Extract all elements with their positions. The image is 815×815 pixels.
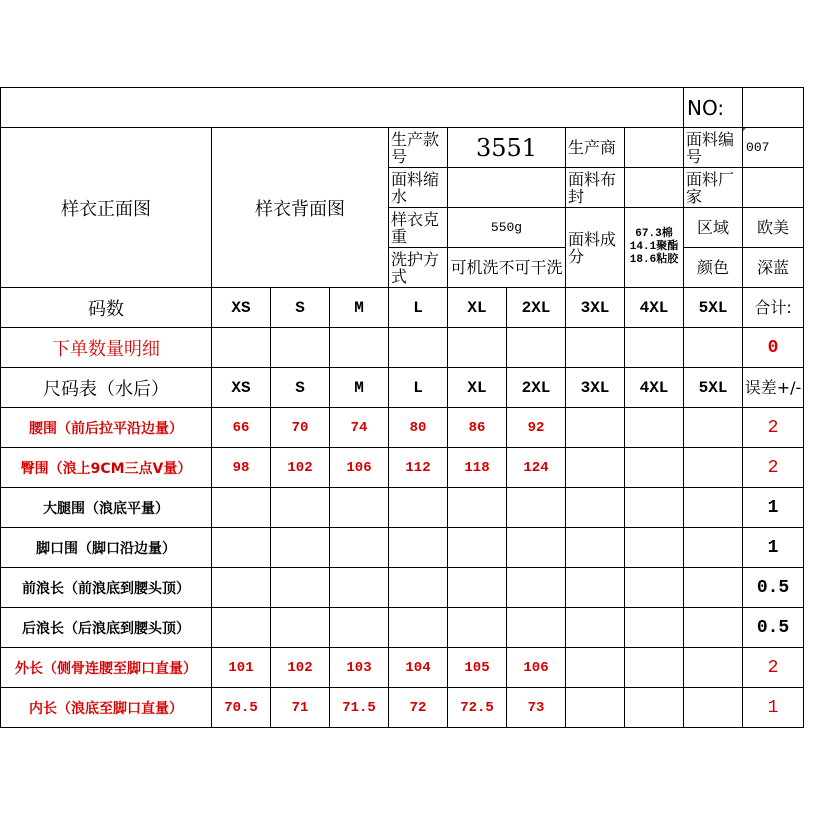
chart-size-cell: 4XL bbox=[625, 368, 684, 408]
order-qty-cell[interactable] bbox=[212, 328, 271, 368]
measurement-value[interactable]: 118 bbox=[448, 448, 507, 488]
size-cell: L bbox=[389, 288, 448, 328]
measurement-value[interactable]: 106 bbox=[330, 448, 389, 488]
maker-label: 生产商 bbox=[566, 128, 625, 168]
chart-size-cell: XL bbox=[448, 368, 507, 408]
region-label: 区域 bbox=[684, 208, 743, 248]
measurement-value[interactable] bbox=[684, 448, 743, 488]
measurement-value[interactable] bbox=[625, 408, 684, 448]
measurement-value[interactable] bbox=[389, 608, 448, 648]
measurement-row bbox=[1, 528, 804, 568]
size-cell: 5XL bbox=[684, 288, 743, 328]
measurement-value[interactable] bbox=[566, 608, 625, 648]
maker-value[interactable] bbox=[625, 128, 684, 168]
measurement-value[interactable]: 86 bbox=[448, 408, 507, 448]
measurement-value[interactable]: 112 bbox=[389, 448, 448, 488]
measurement-value[interactable] bbox=[566, 528, 625, 568]
style-no-label: 生产款号 bbox=[389, 128, 448, 168]
factory-value[interactable] bbox=[743, 168, 804, 208]
total-label: 合计: bbox=[743, 288, 804, 328]
measurement-value[interactable]: 102 bbox=[271, 648, 330, 688]
measurement-value[interactable]: 71 bbox=[271, 688, 330, 728]
measurement-value[interactable] bbox=[271, 488, 330, 528]
no-label: NO: bbox=[684, 88, 743, 128]
chart-size-cell: XS bbox=[212, 368, 271, 408]
measurement-value[interactable] bbox=[212, 488, 271, 528]
measurement-value[interactable] bbox=[566, 488, 625, 528]
measurement-value[interactable] bbox=[271, 528, 330, 568]
measurement-value[interactable]: 80 bbox=[389, 408, 448, 448]
measurement-value[interactable] bbox=[625, 648, 684, 688]
fabric-no-label: 面料编号 bbox=[684, 128, 743, 168]
shrink-value[interactable] bbox=[448, 168, 566, 208]
measurement-value[interactable]: 106 bbox=[507, 648, 566, 688]
order-label: 下单数量明细 bbox=[1, 328, 212, 368]
measurement-label: 腰围（前后拉平沿边量） bbox=[1, 408, 212, 448]
measurement-tolerance: 2 bbox=[743, 648, 804, 688]
measurement-value[interactable] bbox=[625, 528, 684, 568]
measurement-tolerance: 0.5 bbox=[743, 608, 804, 648]
measurement-value[interactable] bbox=[566, 568, 625, 608]
measurement-value[interactable] bbox=[212, 608, 271, 648]
seal-value[interactable] bbox=[625, 168, 684, 208]
order-row bbox=[1, 328, 804, 368]
measurement-value[interactable] bbox=[389, 488, 448, 528]
measurement-label: 外长（侧骨连腰至脚口直量） bbox=[1, 648, 212, 688]
measurement-value[interactable] bbox=[566, 408, 625, 448]
measurement-value[interactable]: 71.5 bbox=[330, 688, 389, 728]
size-cell: XL bbox=[448, 288, 507, 328]
no-value[interactable] bbox=[743, 88, 804, 128]
spec-sheet-table bbox=[0, 87, 804, 728]
measurement-tolerance: 1 bbox=[743, 528, 804, 568]
measurement-value[interactable]: 104 bbox=[389, 648, 448, 688]
measurement-value[interactable]: 72 bbox=[389, 688, 448, 728]
measurement-row bbox=[1, 608, 804, 648]
measurement-value[interactable]: 73 bbox=[507, 688, 566, 728]
measurement-value[interactable] bbox=[684, 608, 743, 648]
care-label: 洗护方式 bbox=[389, 248, 448, 288]
measurement-label: 内长（浪底至脚口直量） bbox=[1, 688, 212, 728]
size-label: 码数 bbox=[1, 288, 212, 328]
measurement-value[interactable]: 98 bbox=[212, 448, 271, 488]
care-value[interactable]: 可机洗不可干洗 bbox=[448, 248, 566, 288]
measurement-value[interactable]: 70.5 bbox=[212, 688, 271, 728]
order-qty-cell[interactable] bbox=[507, 328, 566, 368]
size-cell: XS bbox=[212, 288, 271, 328]
measurement-value[interactable]: 103 bbox=[330, 648, 389, 688]
tolerance-label: 误差+/- bbox=[743, 368, 804, 408]
measurement-tolerance: 2 bbox=[743, 408, 804, 448]
measurement-row bbox=[1, 648, 804, 688]
measurement-value[interactable] bbox=[330, 608, 389, 648]
measurement-value[interactable] bbox=[507, 528, 566, 568]
measurement-row bbox=[1, 408, 804, 448]
weight-value[interactable]: 550g bbox=[448, 208, 566, 248]
measurement-value[interactable] bbox=[330, 528, 389, 568]
measurement-value[interactable] bbox=[330, 568, 389, 608]
measurement-value[interactable] bbox=[507, 488, 566, 528]
size-cell: 3XL bbox=[566, 288, 625, 328]
measurement-value[interactable] bbox=[566, 448, 625, 488]
measurement-value[interactable] bbox=[212, 568, 271, 608]
measurement-value[interactable] bbox=[448, 568, 507, 608]
measurement-value[interactable] bbox=[448, 528, 507, 568]
top-row bbox=[1, 88, 804, 128]
measurement-value[interactable] bbox=[625, 608, 684, 648]
size-cell: S bbox=[271, 288, 330, 328]
size-cell: 2XL bbox=[507, 288, 566, 328]
measurement-value[interactable]: 72.5 bbox=[448, 688, 507, 728]
measurement-tolerance: 1 bbox=[743, 688, 804, 728]
region-value[interactable]: 欧美 bbox=[743, 208, 804, 248]
measurement-label: 臀围（浪上9CM三点V量） bbox=[1, 448, 212, 488]
measurement-value[interactable]: 92 bbox=[507, 408, 566, 448]
order-qty-cell[interactable] bbox=[389, 328, 448, 368]
measurement-row bbox=[1, 568, 804, 608]
front-image-label: 样衣正面图 bbox=[1, 128, 212, 288]
measurement-value[interactable] bbox=[684, 488, 743, 528]
measurement-value[interactable] bbox=[212, 528, 271, 568]
measurement-label: 大腿围（浪底平量） bbox=[1, 488, 212, 528]
measurement-value[interactable] bbox=[684, 688, 743, 728]
measurement-value[interactable] bbox=[389, 568, 448, 608]
measurement-value[interactable]: 66 bbox=[212, 408, 271, 448]
color-label: 颜色 bbox=[684, 248, 743, 288]
measurement-row bbox=[1, 488, 804, 528]
chart-header-row bbox=[1, 368, 804, 408]
order-total: 0 bbox=[743, 328, 804, 368]
size-cell: M bbox=[330, 288, 389, 328]
order-qty-cell[interactable] bbox=[448, 328, 507, 368]
fabric-no-value[interactable]: 007 bbox=[743, 128, 804, 168]
chart-label: 尺码表（水后） bbox=[1, 368, 212, 408]
measurement-value[interactable] bbox=[271, 608, 330, 648]
measurement-value[interactable] bbox=[566, 688, 625, 728]
size-header-row bbox=[1, 288, 804, 328]
measurement-value[interactable] bbox=[271, 568, 330, 608]
measurement-value[interactable] bbox=[625, 688, 684, 728]
shrink-label: 面料缩水 bbox=[389, 168, 448, 208]
measurement-value[interactable] bbox=[684, 408, 743, 448]
measurement-value[interactable]: 105 bbox=[448, 648, 507, 688]
measurement-value[interactable] bbox=[684, 648, 743, 688]
composition-label: 面料成分 bbox=[566, 208, 625, 288]
measurement-tolerance: 1 bbox=[743, 488, 804, 528]
measurement-value[interactable]: 101 bbox=[212, 648, 271, 688]
measurement-value[interactable] bbox=[389, 528, 448, 568]
chart-size-cell: L bbox=[389, 368, 448, 408]
measurement-tolerance: 2 bbox=[743, 448, 804, 488]
measurement-value[interactable] bbox=[507, 608, 566, 648]
measurement-value[interactable] bbox=[684, 568, 743, 608]
measurement-value[interactable]: 124 bbox=[507, 448, 566, 488]
measurement-label: 后浪长（后浪底到腰头顶） bbox=[1, 608, 212, 648]
chart-size-cell: M bbox=[330, 368, 389, 408]
order-qty-cell[interactable] bbox=[566, 328, 625, 368]
measurement-value[interactable] bbox=[625, 488, 684, 528]
weight-label: 样衣克重 bbox=[389, 208, 448, 248]
chart-size-cell: 2XL bbox=[507, 368, 566, 408]
style-no-value[interactable]: 3551 bbox=[448, 128, 566, 168]
measurement-value[interactable]: 70 bbox=[271, 408, 330, 448]
measurement-row bbox=[1, 448, 804, 488]
measurement-value[interactable] bbox=[448, 608, 507, 648]
measurement-row bbox=[1, 688, 804, 728]
measurement-value[interactable]: 74 bbox=[330, 408, 389, 448]
order-qty-cell[interactable] bbox=[271, 328, 330, 368]
chart-size-cell: 5XL bbox=[684, 368, 743, 408]
seal-label: 面料布封 bbox=[566, 168, 625, 208]
chart-size-cell: 3XL bbox=[566, 368, 625, 408]
size-cell: 4XL bbox=[625, 288, 684, 328]
factory-label: 面料厂家 bbox=[684, 168, 743, 208]
order-qty-cell[interactable] bbox=[625, 328, 684, 368]
measurement-label: 脚口围（脚口沿边量） bbox=[1, 528, 212, 568]
color-value[interactable]: 深蓝 bbox=[743, 248, 804, 288]
chart-size-cell: S bbox=[271, 368, 330, 408]
order-qty-cell[interactable] bbox=[330, 328, 389, 368]
measurement-value[interactable] bbox=[448, 488, 507, 528]
measurement-value[interactable] bbox=[566, 648, 625, 688]
measurement-value[interactable] bbox=[625, 568, 684, 608]
title-cell bbox=[1, 88, 684, 128]
measurement-label: 前浪长（前浪底到腰头顶） bbox=[1, 568, 212, 608]
measurement-tolerance: 0.5 bbox=[743, 568, 804, 608]
composition-value[interactable]: 67.3棉 14.1聚酯18.6粘胶 bbox=[625, 208, 684, 288]
back-image-label: 样衣背面图 bbox=[212, 128, 389, 288]
order-qty-cell[interactable] bbox=[684, 328, 743, 368]
measurement-value[interactable] bbox=[684, 528, 743, 568]
measurement-value[interactable]: 102 bbox=[271, 448, 330, 488]
measurement-value[interactable] bbox=[330, 488, 389, 528]
measurement-value[interactable] bbox=[507, 568, 566, 608]
measurement-value[interactable] bbox=[625, 448, 684, 488]
info-row-1 bbox=[1, 128, 804, 168]
